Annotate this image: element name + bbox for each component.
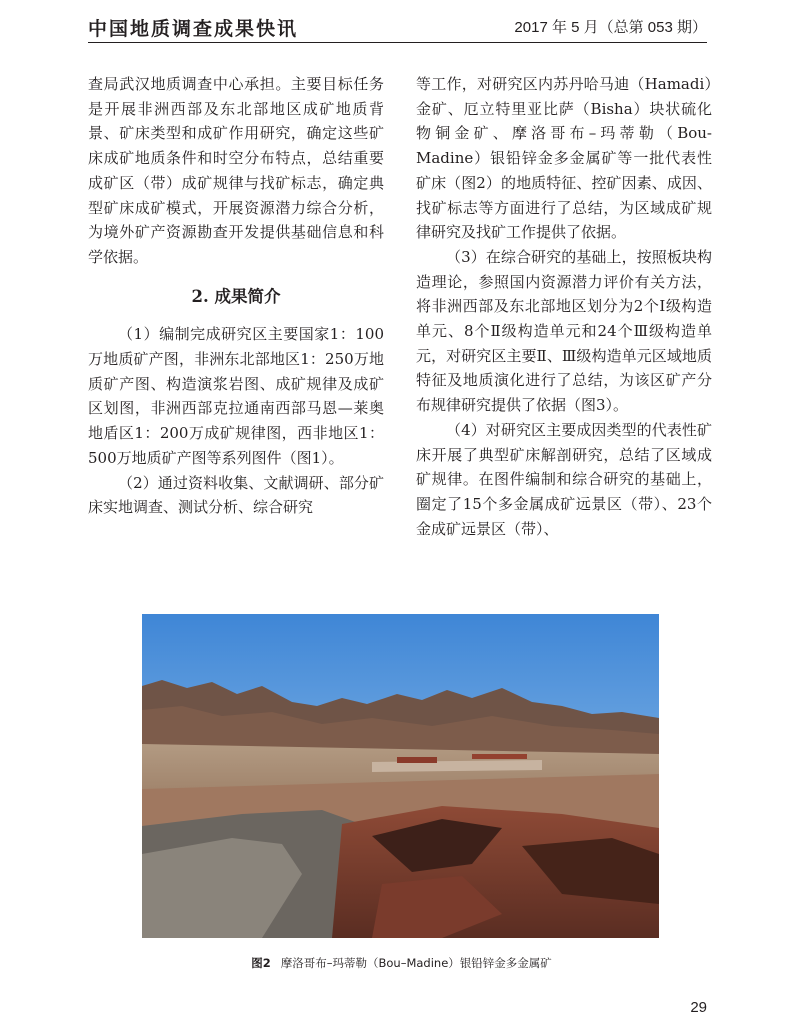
- section-heading: 2. 成果简介: [191, 286, 281, 306]
- paragraph-2-start: （2）通过资料收集、文献调研、部分矿床实地调查、测试分析、综合研究: [88, 473, 384, 517]
- figure-caption: [0, 955, 803, 971]
- paragraph-3: （3）在综合研究的基础上，按照板块构造理论，参照国内资源潜力评价有关方法，将非洲西部及东北部地区划分为2个Ⅰ级构造单元、8个Ⅱ级构造单元和24个Ⅲ级构造单元，对研究区主要Ⅱ、Ⅲ级构造单元区域地质特征及地质演化进行了总结，为该区矿产分布规律研究提供了依据（图3）。: [416, 247, 712, 415]
- paragraph-1: （1）编制完成研究区主要国家1：100万地质矿产图，非洲东北部地区1：250万地质矿产图、构造演浆岩图、成矿规律及成矿区划图，非洲西部克拉通南西部马恩—莱奥地盾区1：200万成矿规律图，西非地区1：500万地质矿产图等系列图件（图1）。: [88, 325, 384, 467]
- right-column: [416, 72, 712, 541]
- paragraph-4-start: （4）对研究区主要成因类型的代表性矿床开展了典型矿床解剖研究，总结了区域成矿规律。在图件编制和综合研究的基础上，圈定了15个多金属成矿远景区（带）、23个金成矿远景区（带）、: [416, 420, 712, 538]
- journal-title: 中国地质调查成果快讯: [88, 18, 299, 40]
- left-column: [88, 72, 384, 520]
- header-divider: [88, 42, 707, 43]
- figure-photo: [142, 614, 659, 938]
- page-number: 29: [690, 999, 707, 1016]
- paragraph-2-continued: 等工作，对研究区内苏丹哈马迪（Hamadi）金矿、厄立特里亚比萨（Bisha）块状硫化物铜金矿、摩洛哥布–玛蒂勒（Bou-Madine）银铅锌金多金属矿等一批代表性矿床（图2）的地质特征、控矿因素、成因、找矿标志等方面进行了总结，为区域成矿规律研究及找矿工作提供了依据。: [416, 75, 712, 242]
- figure-label: 图2: [251, 956, 271, 970]
- figure-caption-text: 摩洛哥布–玛蒂勒（Bou–Madine）银铅锌金多金属矿: [280, 956, 552, 970]
- intro-paragraph: 查局武汉地质调查中心承担。主要目标任务是开展非洲西部及东北部地区成矿地质背景、矿床类型和成矿作用研究，确定这些矿床成矿地质条件和时空分布特点，总结重要成矿区（带）成矿规律与找矿标志，确定典型矿床成矿模式，开展资源潜力综合分析，为境外矿产资源勘查开发提供基础信息和科学依据。: [88, 75, 384, 266]
- issue-info: 2017 年 5 月（总第 053 期）: [514, 19, 707, 36]
